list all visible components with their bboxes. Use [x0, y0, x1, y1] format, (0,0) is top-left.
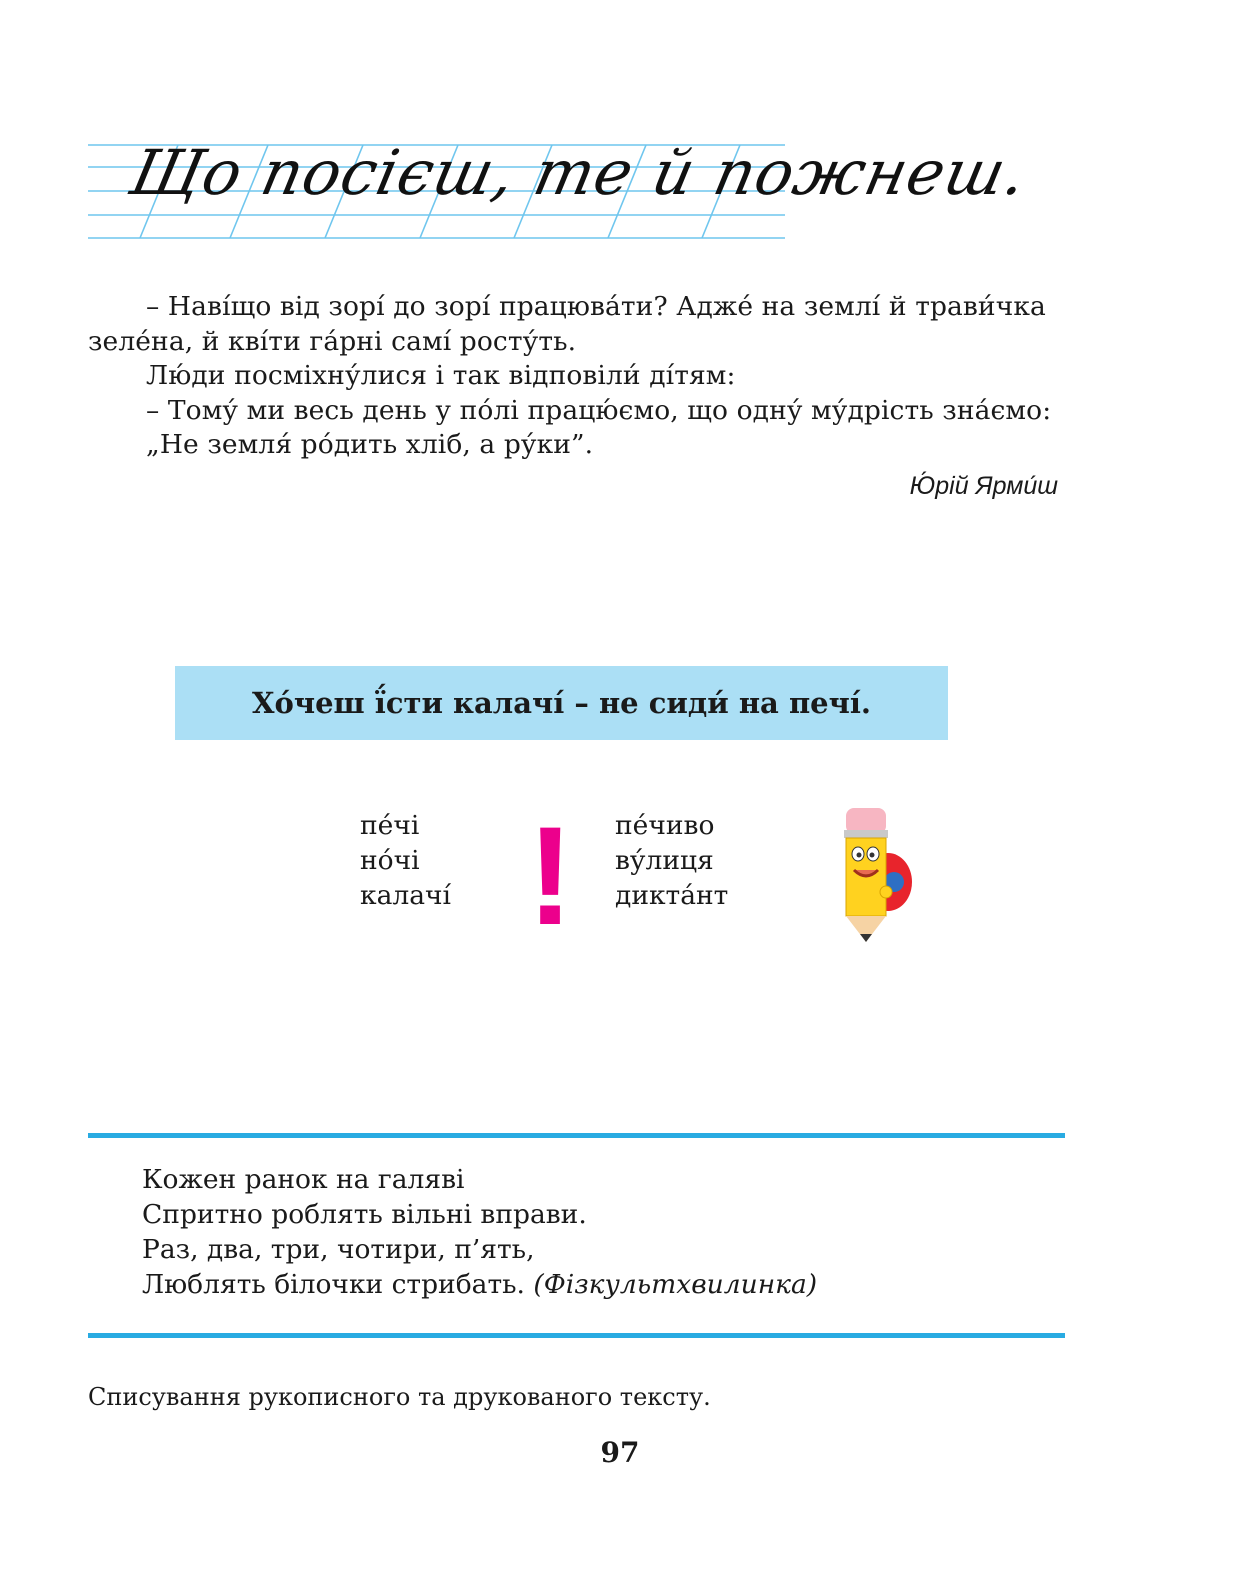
word-item: дикта́нт [615, 880, 729, 911]
story-line: – Тому́ ми весь день у по́лі працю́ємо, що одну́ му́дрість зна́ємо: [146, 394, 1052, 426]
poem-line [142, 1267, 817, 1302]
cursive-title: Що посієш, те й пожнеш. [124, 136, 1034, 209]
footer-note: Списування рукописного та друкованого тексту. [88, 1383, 711, 1411]
proverb-box [175, 666, 948, 740]
story-line: Лю́ди посміхну́лися і так відповіли́ ді́тям: [146, 360, 736, 391]
word-list-left [360, 808, 451, 913]
poem [142, 1162, 817, 1302]
story-line: „Не земля́ ро́дить хліб, а ру́ки”. [146, 429, 594, 460]
story-author: Ю́рій Ярми́ш [909, 472, 1058, 500]
word-item: но́чі [360, 845, 420, 876]
poem-line: Раз, два, три, чотири, п’ять, [142, 1234, 535, 1265]
story-text [88, 290, 1058, 463]
page-number: 97 [600, 1436, 640, 1469]
proverb-text: Хо́чеш ї́сти калачі́ – не сиди́ на печі́. [252, 686, 871, 720]
story-line: – Наві́що від зорі́ до зорі́ працюва́ти? Адже́ на землі́ й трави́чка [146, 291, 1046, 322]
poem-line-text: Люблять білочки стрибать. [142, 1269, 525, 1300]
word-item: пе́чиво [615, 810, 715, 841]
section-divider-bottom [88, 1333, 1065, 1338]
story-line: зеле́на, й кві́ти га́рні самі́ росту́ть. [88, 325, 577, 357]
poem-source: (Фізкультхвилинка) [533, 1269, 818, 1300]
section-divider-top [88, 1133, 1065, 1138]
pencil-mascot-icon [828, 800, 920, 950]
word-list-right [615, 808, 728, 913]
exclamation-mark: ! [527, 797, 574, 954]
word-item: ву́лиця [615, 845, 714, 876]
poem-line: Кожен ранок на галяві [142, 1164, 465, 1195]
word-item: пе́чі [360, 810, 420, 841]
poem-line: Спритно роблять вільні вправи. [142, 1199, 587, 1230]
word-item: калачі́ [360, 880, 451, 911]
